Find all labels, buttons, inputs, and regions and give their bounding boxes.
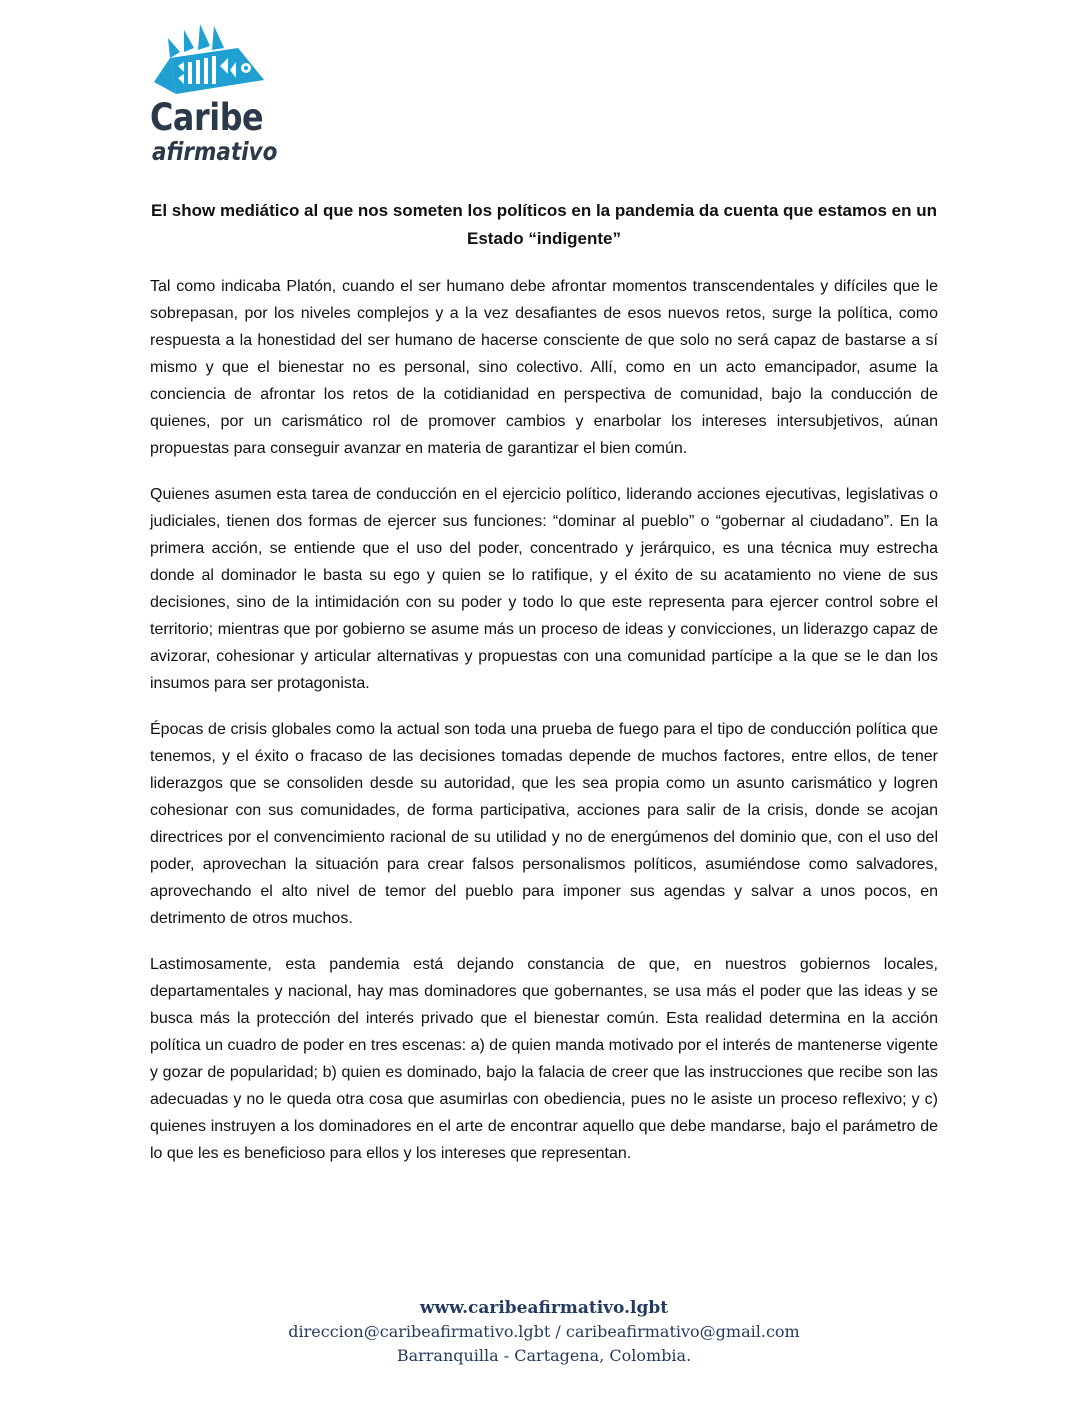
footer [150,1296,938,1368]
footer-location: Barranquilla - Cartagena, Colombia. [396,1346,692,1365]
logo-wordmark: Caribe [150,96,264,139]
document-body [150,273,938,1186]
page-title: El show mediático al que nos someten los políticos en la pandemia da cuenta que estamos en un Estado “indigente” [151,201,937,248]
footer-emails[interactable]: direccion@caribeafirmativo.lgbt / caribeafirmativo@gmail.com [288,1322,800,1341]
paragraph-4: Lastimosamente, esta pandemia está dejando constancia de que, en nuestros gobiernos locales, departamentales y nacional, hay mas dominadores que gobernantes, se usa más el poder que las ideas y se busca más la protección del interés privado que el bienestar común. Esta realidad determina en la acción política un cuadro de poder en tres escenas: a) de quien manda motivado por el interés de mantenerse vigente y gozar de popularidad; b) quien es dominado, bajo la falacia de creer que las instrucciones que recibe son las adecuadas y no le queda otra cosa que asumirlas con obediencia, pues no le asiste un proceso reflexivo; y c) quienes instruyen a los dominadores en el arte de encontrar aquello que debe mandarse, bajo el parámetro de lo que les es beneficioso para ellos y los intereses que representan. [150,956,938,1162]
paragraph-2: Quienes asumen esta tarea de conducción en el ejercicio político, liderando acciones ejecutivas, legislativas o judiciales, tienen dos formas de ejercer sus funciones: “dominar al pueblo” o “gobernar al ciudadano”. En la primera acción, se entiende que el uso del poder, concentrado y jerárquico, es una técnica muy estrecha donde al dominador le basta su ego y quien se lo ratifique, y el éxito de su acatamiento no viene de sus decisiones, sino de la intimidación con su poder y todo lo que este representa para ejercer control sobre el territorio; mientras que por gobierno se asume más un proceso de ideas y convicciones, un liderazgo capaz de avizorar, cohesionar y articular alternativas y propuestas con una comunidad partícipe a la que se le dan los insumos para ser protagonista. [150,486,938,692]
logo-wordmark-sub: afirmativo [152,137,278,166]
footer-website-link[interactable]: www.caribeafirmativo.lgbt [419,1298,669,1318]
paragraph-1: Tal como indicaba Platón, cuando el ser humano debe afrontar momentos transcendentales y difíciles que le sobrepasan, por los niveles complejos y a la vez desafiantes de esos nuevos retos, surge la política, como respuesta a la honestidad del ser humano de hacerse consciente de que solo no será capaz de bastarse a sí mismo y que el bienestar no es personal, sino colectivo. Allí, como en un acto emancipador, asume la conciencia de afrontar los retos de la cotidianidad en perspectiva de comunidad, bajo la conducción de quienes, por un carismático rol de promover cambios y enarbolar los intereses intersubjetivos, aúnan propuestas para conseguir avanzar en materia de garantizar el bien común. [150,278,938,457]
paragraph-3: Épocas de crisis globales como la actual son toda una prueba de fuego para el tipo de conducción política que tenemos, y el éxito o fracaso de las decisiones tomadas depende de muchos factores, entre ellos, de tener liderazgos que se consoliden desde su autoridad, que les sea propia como un asunto carismático y logren cohesionar con sus comunidades, de forma participativa, acciones para salir de la crisis, donde se acojan directrices por el convencimiento racional de su utilidad y no de energúmenos del dominio que, con el uso del poder, aprovechan la situación para crear falsos personalismos políticos, asumiéndose como salvadores, aprovechando el alto nivel de temor del pueblo para imponer sus agendas y salvar a unos pocos, en detrimento de otros muchos. [150,721,938,927]
